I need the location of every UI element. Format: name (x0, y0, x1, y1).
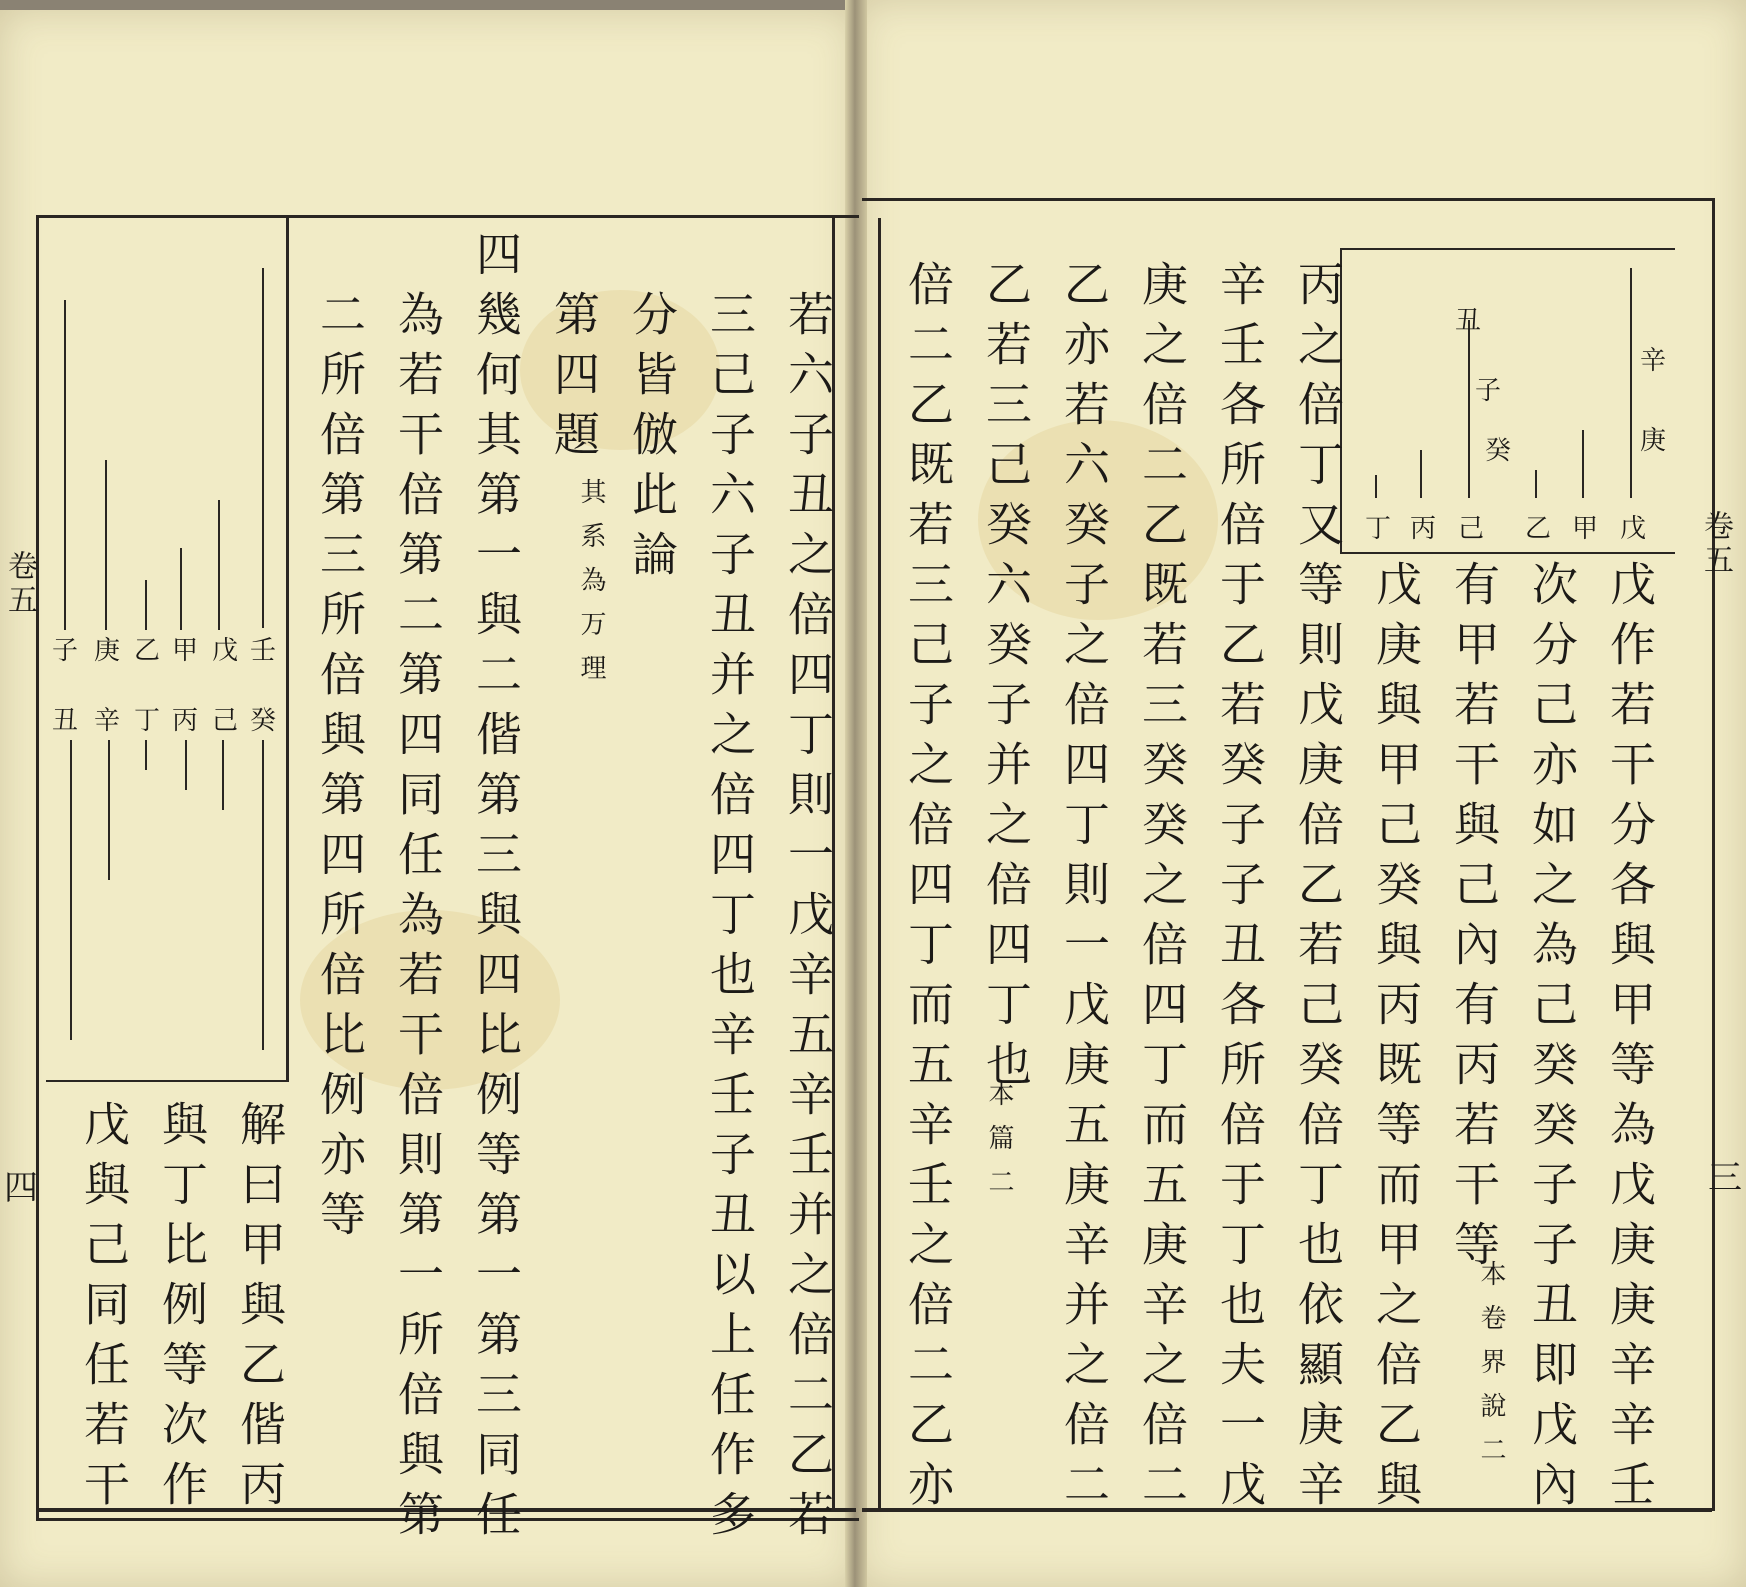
left-commentary-column-3: 戊與己同任若干 (77, 1100, 131, 1520)
right-lower-column-4: 戊庚與甲己癸與丙既等而甲之倍乙與 (1369, 560, 1423, 1520)
right-text-column-2: 辛壬各所倍于乙若癸子子丑各所倍于丁也夫一戊 (1213, 260, 1267, 1520)
right-margin-chapter: 卷五 (1698, 510, 1733, 578)
left-diagram-label-top-3: 甲 (172, 636, 199, 666)
left-text-column-4: 第四題 (547, 290, 601, 470)
left-margin-page-number: 四 (4, 1168, 38, 1208)
right-lower-column-2: 次分己亦如之為己癸癸子子丑即戊內 (1525, 560, 1579, 1520)
right-diagram-label-top-1: 辛 (1640, 346, 1667, 376)
right-inner-border (878, 218, 881, 1510)
right-diagram-label-top-2: 庚 (1640, 426, 1667, 456)
left-text-column-7: 二所倍第三所倍與第四所倍比例亦等 (313, 290, 367, 1250)
left-text-column-3: 分皆倣此論 (625, 290, 679, 590)
left-diagram-label-top-5: 庚 (94, 636, 121, 666)
right-diagram-label-mid-1: 丑 (1455, 306, 1482, 336)
right-diagram-label-bottom-2: 甲 (1572, 514, 1599, 544)
left-side-note: 其系為万理 (576, 478, 606, 698)
right-diagram-box-top (1340, 248, 1675, 250)
left-diagram-divider (286, 218, 289, 1080)
right-diagram-label-mid-2: 子 (1475, 376, 1502, 406)
left-diagram-label-top-4: 乙 (134, 636, 161, 666)
left-diagram-label-bottom-3: 丙 (172, 706, 199, 736)
left-text-column-5: 四幾何其第一與二偕第三與四比例等第一第三同任 (469, 230, 523, 1550)
right-text-column-1: 丙之倍丁又等則戊庚倍乙若己癸倍丁也依顯庚辛 (1291, 260, 1345, 1520)
right-side-note-2: 本篇二 (984, 1080, 1014, 1212)
right-text-column-4: 乙亦若六癸子之倍四丁則一戊庚五庚辛并之倍二 (1057, 260, 1111, 1520)
right-diagram-label-bottom-1: 戊 (1620, 514, 1647, 544)
left-diagram-label-bottom-4: 丁 (134, 706, 161, 736)
right-lower-column-3: 有甲若干與己內有丙若干等 (1447, 560, 1501, 1280)
left-margin-chapter: 卷五 (2, 550, 37, 618)
right-diagram-label-bottom-6: 丁 (1365, 514, 1392, 544)
right-side-note-1: 本卷界說二 (1476, 1260, 1506, 1480)
right-diagram-label-bottom-4: 己 (1458, 514, 1485, 544)
right-diagram-label-mid-3: 癸 (1485, 436, 1512, 466)
left-diagram-label-top-2: 戊 (212, 636, 239, 666)
left-commentary-divider (46, 1080, 289, 1082)
right-lower-column-1: 戊作若干分各與甲等為戊庚庚辛辛壬 (1603, 560, 1657, 1520)
left-text-column-1: 若六子丑之倍四丁則一戊辛五辛壬并之倍二乙若 (781, 290, 835, 1550)
right-text-column-5: 乙若三己癸六癸子并之倍四丁也 (979, 260, 1033, 1100)
left-diagram-label-bottom-5: 辛 (94, 706, 121, 736)
left-diagram-label-top-6: 子 (52, 636, 79, 666)
left-text-column-6: 為若干倍第二第四同任為若干倍則第一所倍與第 (391, 290, 445, 1550)
right-text-column-3: 庚之倍二乙既若三癸癸之倍四丁而五庚辛之倍二 (1135, 260, 1189, 1520)
right-diagram-label-bottom-3: 乙 (1525, 514, 1552, 544)
right-diagram-box-bottom (1340, 552, 1675, 554)
left-diagram-label-bottom-6: 丑 (52, 706, 79, 736)
right-text-column-6: 倍二乙既若三己子之倍四丁而五辛壬之倍二乙亦 (901, 260, 955, 1520)
left-text-column-2: 三己子六子丑并之倍四丁也辛壬子丑以上任作多 (703, 290, 757, 1550)
left-diagram-label-bottom-2: 己 (212, 706, 239, 736)
left-commentary-column-1: 解曰甲與乙偕丙 (233, 1100, 287, 1520)
right-diagram-label-bottom-5: 丙 (1410, 514, 1437, 544)
left-commentary-column-2: 與丁比例等次作 (155, 1100, 209, 1520)
left-diagram-label-bottom-1: 癸 (250, 706, 277, 736)
left-diagram-label-top-1: 壬 (250, 636, 277, 666)
right-margin-page-number: 三 (1708, 1158, 1742, 1198)
